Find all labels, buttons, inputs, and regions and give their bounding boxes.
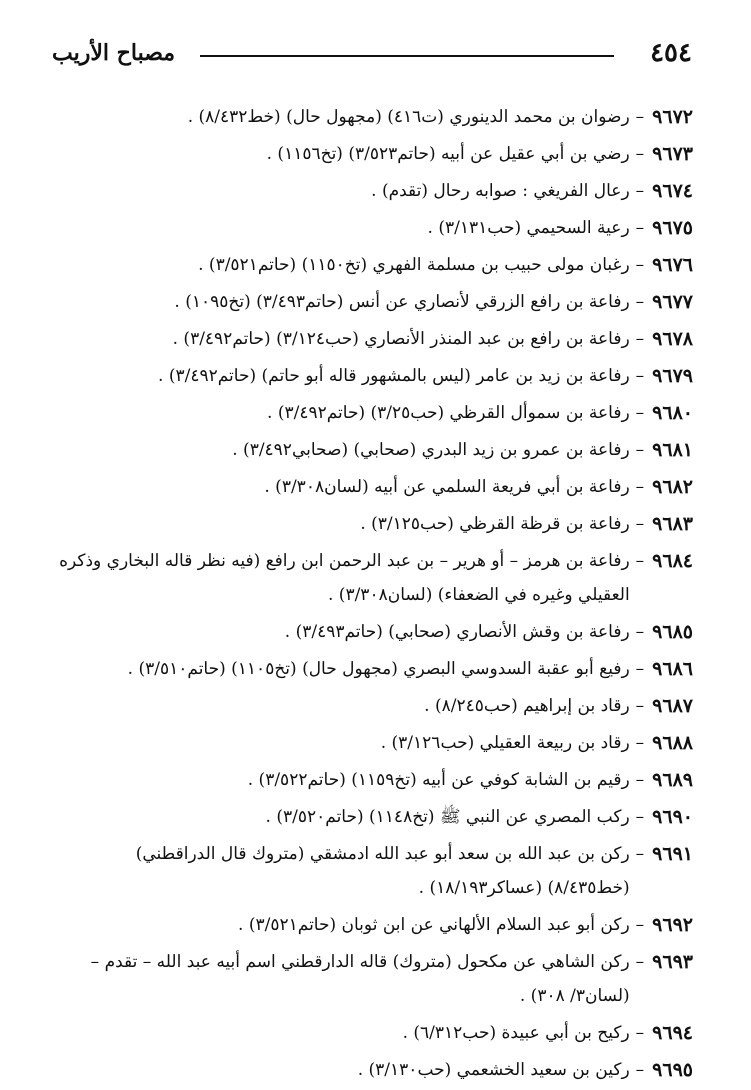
entry-number: ٩٦٨٦ <box>652 658 693 680</box>
entry-item <box>53 544 693 612</box>
entry-text: رضوان بن محمد الدينوري (ت٤١٦) (مجهول حال) (خط٨/٤٣٢) . <box>187 107 630 127</box>
entry-dash: – <box>635 551 645 571</box>
entry-text: رفاعة بن رافع بن عبد المنذر الأنصاري (حب٣/١٢٤) (حاتم٣/٤٩٢) . <box>172 329 630 349</box>
entry-text: رفاعة بن رافع الزرقي لأنصاري عن أنس (حاتم٣/٤٩٣) (تخ١٠٩٥) . <box>174 292 630 312</box>
entry-dash: – <box>635 292 645 312</box>
entry-item <box>53 359 693 393</box>
header-rule <box>200 55 614 57</box>
entry-number: ٩٦٧٩ <box>652 365 693 387</box>
entry-text: رعية السحيمي (حب٣/١٣١) . <box>427 218 630 238</box>
entry-number: ٩٦٩٣ <box>652 951 693 973</box>
entry-text: ركب المصري عن النبي ﷺ (تخ١١٤٨) (حاتم٣/٥٢٠) . <box>265 807 630 827</box>
entry-list <box>53 100 693 1090</box>
entry-item <box>53 433 693 467</box>
entry-text: رفاعة بن سموأل القرظي (حب٣/٢٥) (حاتم٣/٤٩٢) . <box>267 403 630 423</box>
entry-text: رفاعة بن وقش الأنصاري (صحابي) (حاتم٣/٤٩٣) . <box>284 622 630 642</box>
entry-item <box>53 285 693 319</box>
entry-text: رقيم بن الشابة كوفي عن أبيه (تخ١١٥٩) (حاتم٣/٥٢٢) . <box>247 770 630 790</box>
entry-number: ٩٦٧٧ <box>652 291 693 313</box>
entry-number: ٩٦٧٢ <box>652 106 693 128</box>
entry-text: ركن الشاهي عن مكحول (متروك) قاله الدارقطني اسم أبيه عبد الله – تقدم – (لسان٣/ ٣٠٨) . <box>90 952 630 1006</box>
entry-item <box>53 726 693 760</box>
entry-dash: – <box>635 1060 645 1080</box>
entry-dash: – <box>635 807 645 827</box>
entry-dash: – <box>635 1023 645 1043</box>
entry-item <box>53 689 693 723</box>
entry-item <box>53 248 693 282</box>
entry-dash: – <box>635 952 645 972</box>
entry-dash: – <box>635 696 645 716</box>
entry-text: رعال الفريغي : صوابه رحال (تقدم) . <box>371 181 630 201</box>
entry-item <box>53 396 693 430</box>
entry-text: رفاعة بن زيد بن عامر (ليس بالمشهور قاله أبو حاتم) (حاتم٣/٤٩٢) . <box>158 366 630 386</box>
entry-number: ٩٦٨٥ <box>652 621 693 643</box>
entry-number: ٩٦٨٩ <box>652 769 693 791</box>
entry-dash: – <box>635 181 645 201</box>
entry-number: ٩٦٩٠ <box>652 806 693 828</box>
entry-text: رغبان مولى حبيب بن مسلمة الفهري (تخ١١٥٠) (حاتم٣/٥٢١) . <box>198 255 630 275</box>
entry-dash: – <box>635 329 645 349</box>
entry-dash: – <box>635 622 645 642</box>
entry-text: ركن بن عبد الله بن سعد أبو عبد الله ادمشقي (متروك قال الدراقطني) (خط٨/٤٣٥) (عساكر١٨/١٩٣) . <box>135 844 630 898</box>
entry-item <box>53 945 693 1013</box>
entry-text: رضي بن أبي عقيل عن أبيه (حاتم٣/٥٢٣) (تخ١١٥٦) . <box>266 144 630 164</box>
running-title: مصباح الأريب <box>52 40 176 66</box>
entry-text: رفاعة بن عمرو بن زيد البدري (صحابي) (صحابي٣/٤٩٢) . <box>232 440 630 460</box>
entry-dash: – <box>635 477 645 497</box>
entry-text: رفاعة بن قرظة القرظي (حب٣/١٢٥) . <box>360 514 630 534</box>
page-number: ٤٥٤ <box>650 38 692 68</box>
entry-dash: – <box>635 403 645 423</box>
entry-item <box>53 174 693 208</box>
entry-dash: – <box>635 255 645 275</box>
entry-number: ٩٦٨٨ <box>652 732 693 754</box>
entry-item <box>53 100 693 134</box>
entry-number: ٩٦٨٧ <box>652 695 693 717</box>
entry-text: رقاد بن إبراهيم (حب٨/٢٤٥) . <box>424 696 630 716</box>
entry-item <box>53 800 693 834</box>
entry-number: ٩٦٨٣ <box>652 513 693 535</box>
entry-dash: – <box>635 218 645 238</box>
entry-text: رفاعة بن هرمز – أو هرير – بن عبد الرحمن ابن رافع (فيه نظر قاله البخاري وذكره العقيلي وغيره في الضعفاء) (لسان٣/٣٠٨) . <box>59 551 630 605</box>
entry-number: ٩٦٧٤ <box>652 180 693 202</box>
entry-item <box>53 322 693 356</box>
entry-dash: – <box>635 144 645 164</box>
entry-number: ٩٦٩٥ <box>652 1059 693 1081</box>
entry-text: ركيح بن أبي عبيدة (حب٦/٣١٢) . <box>402 1023 630 1043</box>
entry-item <box>53 211 693 245</box>
entry-item <box>53 137 693 171</box>
entry-dash: – <box>635 107 645 127</box>
entry-text: ركن أبو عبد السلام الألهاني عن ابن ثوبان (حاتم٣/٥٢١) . <box>238 915 630 935</box>
entry-number: ٩٦٨٠ <box>652 402 693 424</box>
entry-number: ٩٦٨٤ <box>652 550 693 572</box>
entry-item <box>53 615 693 649</box>
entry-number: ٩٦٧٥ <box>652 217 693 239</box>
entry-dash: – <box>635 733 645 753</box>
entry-number: ٩٦٩٢ <box>652 914 693 936</box>
entry-item <box>53 470 693 504</box>
entry-number: ٩٦٩١ <box>652 843 693 865</box>
entry-item <box>53 763 693 797</box>
entry-number: ٩٦٧٦ <box>652 254 693 276</box>
entry-text: رفاعة بن أبي فريعة السلمي عن أبيه (لسان٣/٣٠٨) . <box>264 477 630 497</box>
entry-number: ٩٦٨٢ <box>652 476 693 498</box>
entry-text: رقاد بن ربيعة العقيلي (حب٣/١٢٦) . <box>380 733 630 753</box>
entry-item <box>53 908 693 942</box>
page-header <box>52 36 692 70</box>
entry-text: رفيع أبو عقبة السدوسي البصري (مجهول حال) (تخ١١٠٥) (حاتم٣/٥١٠) . <box>127 659 630 679</box>
entry-number: ٩٦٧٨ <box>652 328 693 350</box>
entry-text: ركين بن سعيد الخشعمي (حب٣/١٣٠) . <box>357 1060 630 1080</box>
entry-dash: – <box>635 440 645 460</box>
entry-number: ٩٦٧٣ <box>652 143 693 165</box>
entry-item <box>53 652 693 686</box>
entry-dash: – <box>635 659 645 679</box>
entry-dash: – <box>635 915 645 935</box>
entry-number: ٩٦٨١ <box>652 439 693 461</box>
entry-item <box>53 1053 693 1087</box>
entry-dash: – <box>635 844 645 864</box>
entry-dash: – <box>635 366 645 386</box>
entry-dash: – <box>635 514 645 534</box>
entry-item <box>53 1016 693 1050</box>
entry-item <box>53 507 693 541</box>
entry-number: ٩٦٩٤ <box>652 1022 693 1044</box>
entry-item <box>53 837 693 905</box>
entry-dash: – <box>635 770 645 790</box>
